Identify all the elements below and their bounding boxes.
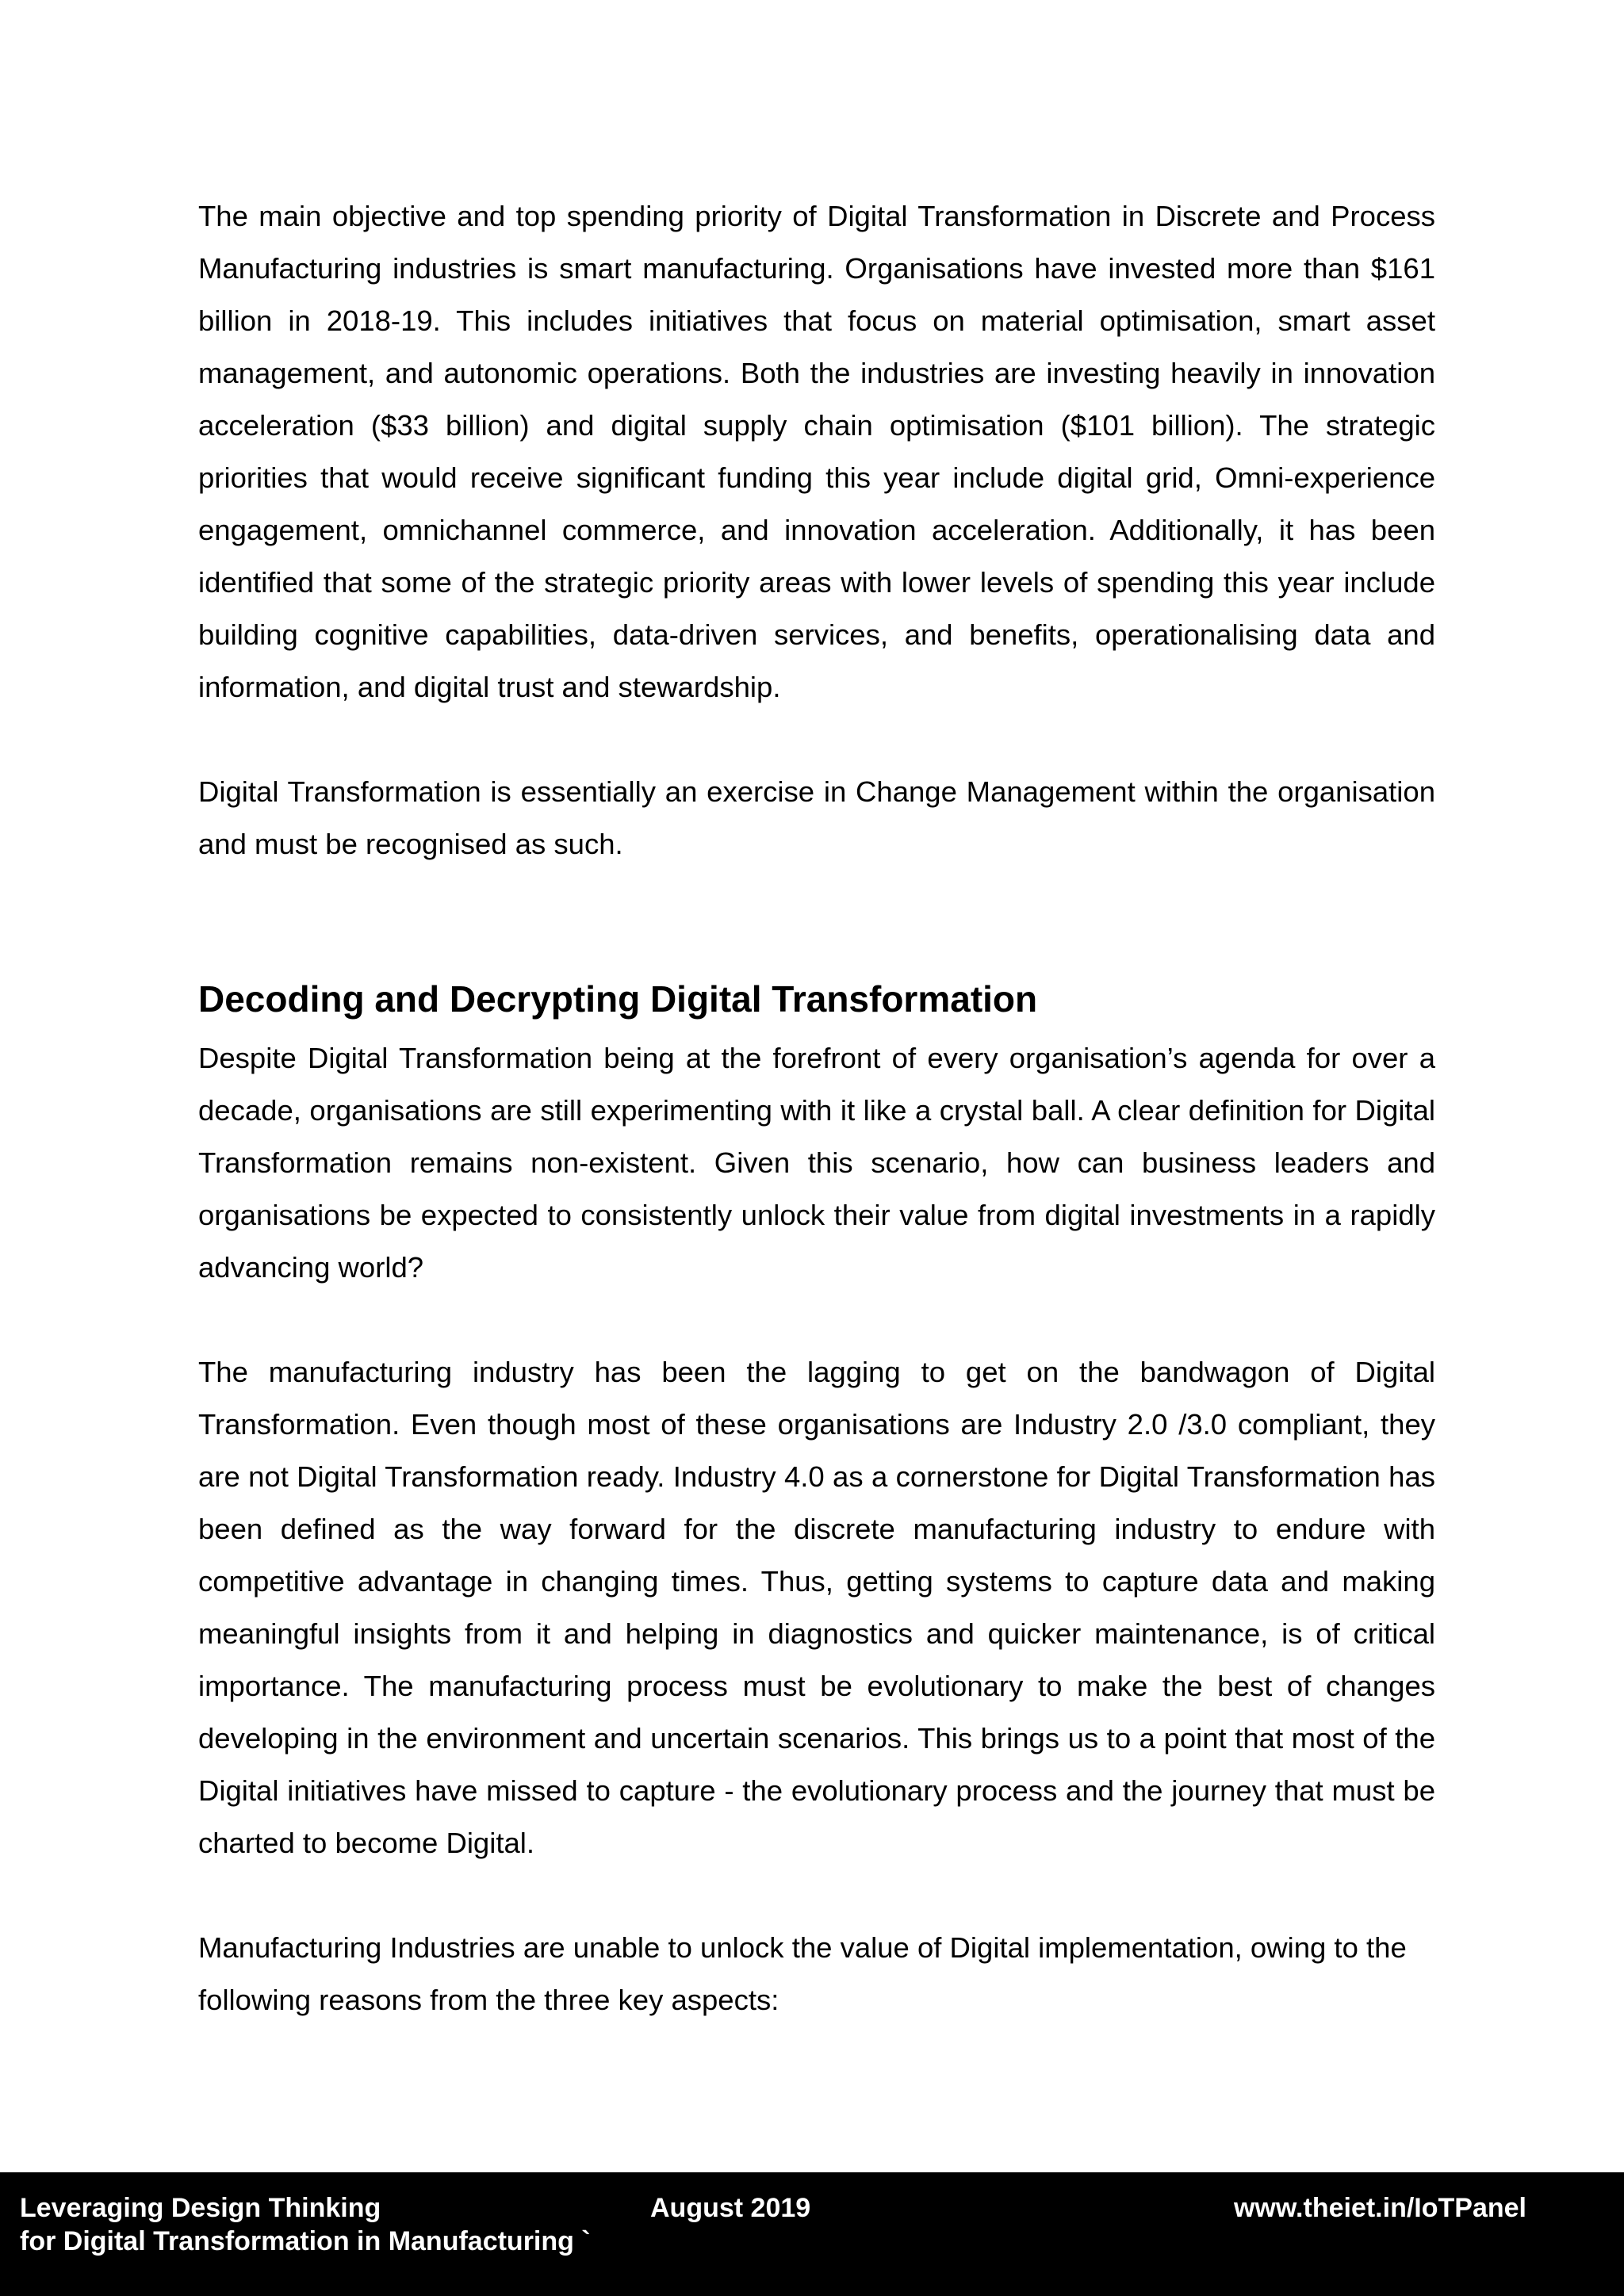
footer-url: www.theiet.in/IoTPanel [1233, 2193, 1526, 2223]
paragraph-manufacturing-industry: The manufacturing industry has been the lagging to get on the bandwagon of Digital Transformation. Even though most of these organisations are Industry 2.0 /3.0 compliant, they are not Digital Transformation ready. Industry 4.0 as a cornerstone for Digital Transformation has been defined as the way forward for the discrete manufacturing industry to endure with competitive advantage in changing times. Thus, getting systems to capture data and making meaningful insights from it and helping in diagnostics and quicker maintenance, is of critical importance. The manufacturing process must be evolutionary to make the best of changes developing in the environment and uncertain scenarios. This brings us to a point that most of the Digital initiatives have missed to capture - the evolutionary process and the journey that must be charted to become Digital. [198, 1356, 1435, 1859]
footer-date: August 2019 [650, 2193, 811, 2223]
paragraph-spacer [198, 1294, 1435, 1346]
page-footer [0, 2172, 1624, 2296]
paragraph-spacer [198, 714, 1435, 766]
footer-title-line-1: Leveraging Design Thinking [20, 2193, 381, 2223]
paragraph-key-aspects: Manufacturing Industries are unable to unlock the value of Digital implementation, owing to the following reasons from the three key aspects: [198, 1931, 1407, 2016]
document-body [198, 190, 1435, 2026]
footer-document-title [20, 2191, 591, 2258]
section-heading: Decoding and Decrypting Digital Transformation [198, 978, 1038, 1020]
paragraph-change-management: Digital Transformation is essentially an exercise in Change Management within the organisation and must be recognised as such. [198, 775, 1435, 860]
footer-title-line-2: for Digital Transformation in Manufacturing ` [20, 2226, 591, 2256]
section-spacer [198, 871, 1435, 977]
paragraph-smart-manufacturing: The main objective and top spending priority of Digital Transformation in Discrete and Process Manufacturing industries is smart manufacturing. Organisations have invested more than $161 billion in 2018-19. This includes initiatives that focus on material optimisation, smart asset management, and autonomic operations. Both the industries are investing heavily in innovation acceleration ($33 billion) and digital supply chain optimisation ($101 billion). The strategic priorities that would receive significant funding this year include digital grid, Omni-experience engagement, omnichannel commerce, and innovation acceleration. Additionally, it has been identified that some of the strategic priority areas with lower levels of spending this year include building cognitive capabilities, data-driven services, and benefits, operationalising data and information, and digital trust and stewardship. [198, 200, 1435, 703]
paragraph-spacer [198, 1869, 1435, 1922]
paragraph-crystal-ball: Despite Digital Transformation being at the forefront of every organisation’s agenda for over a decade, organisations are still experimenting with it like a crystal ball. A clear definition for Digital Transformation remains non-existent. Given this scenario, how can business leaders and organisations be expected to consistently unlock their value from digital investments in a rapidly advancing world? [198, 1042, 1435, 1284]
